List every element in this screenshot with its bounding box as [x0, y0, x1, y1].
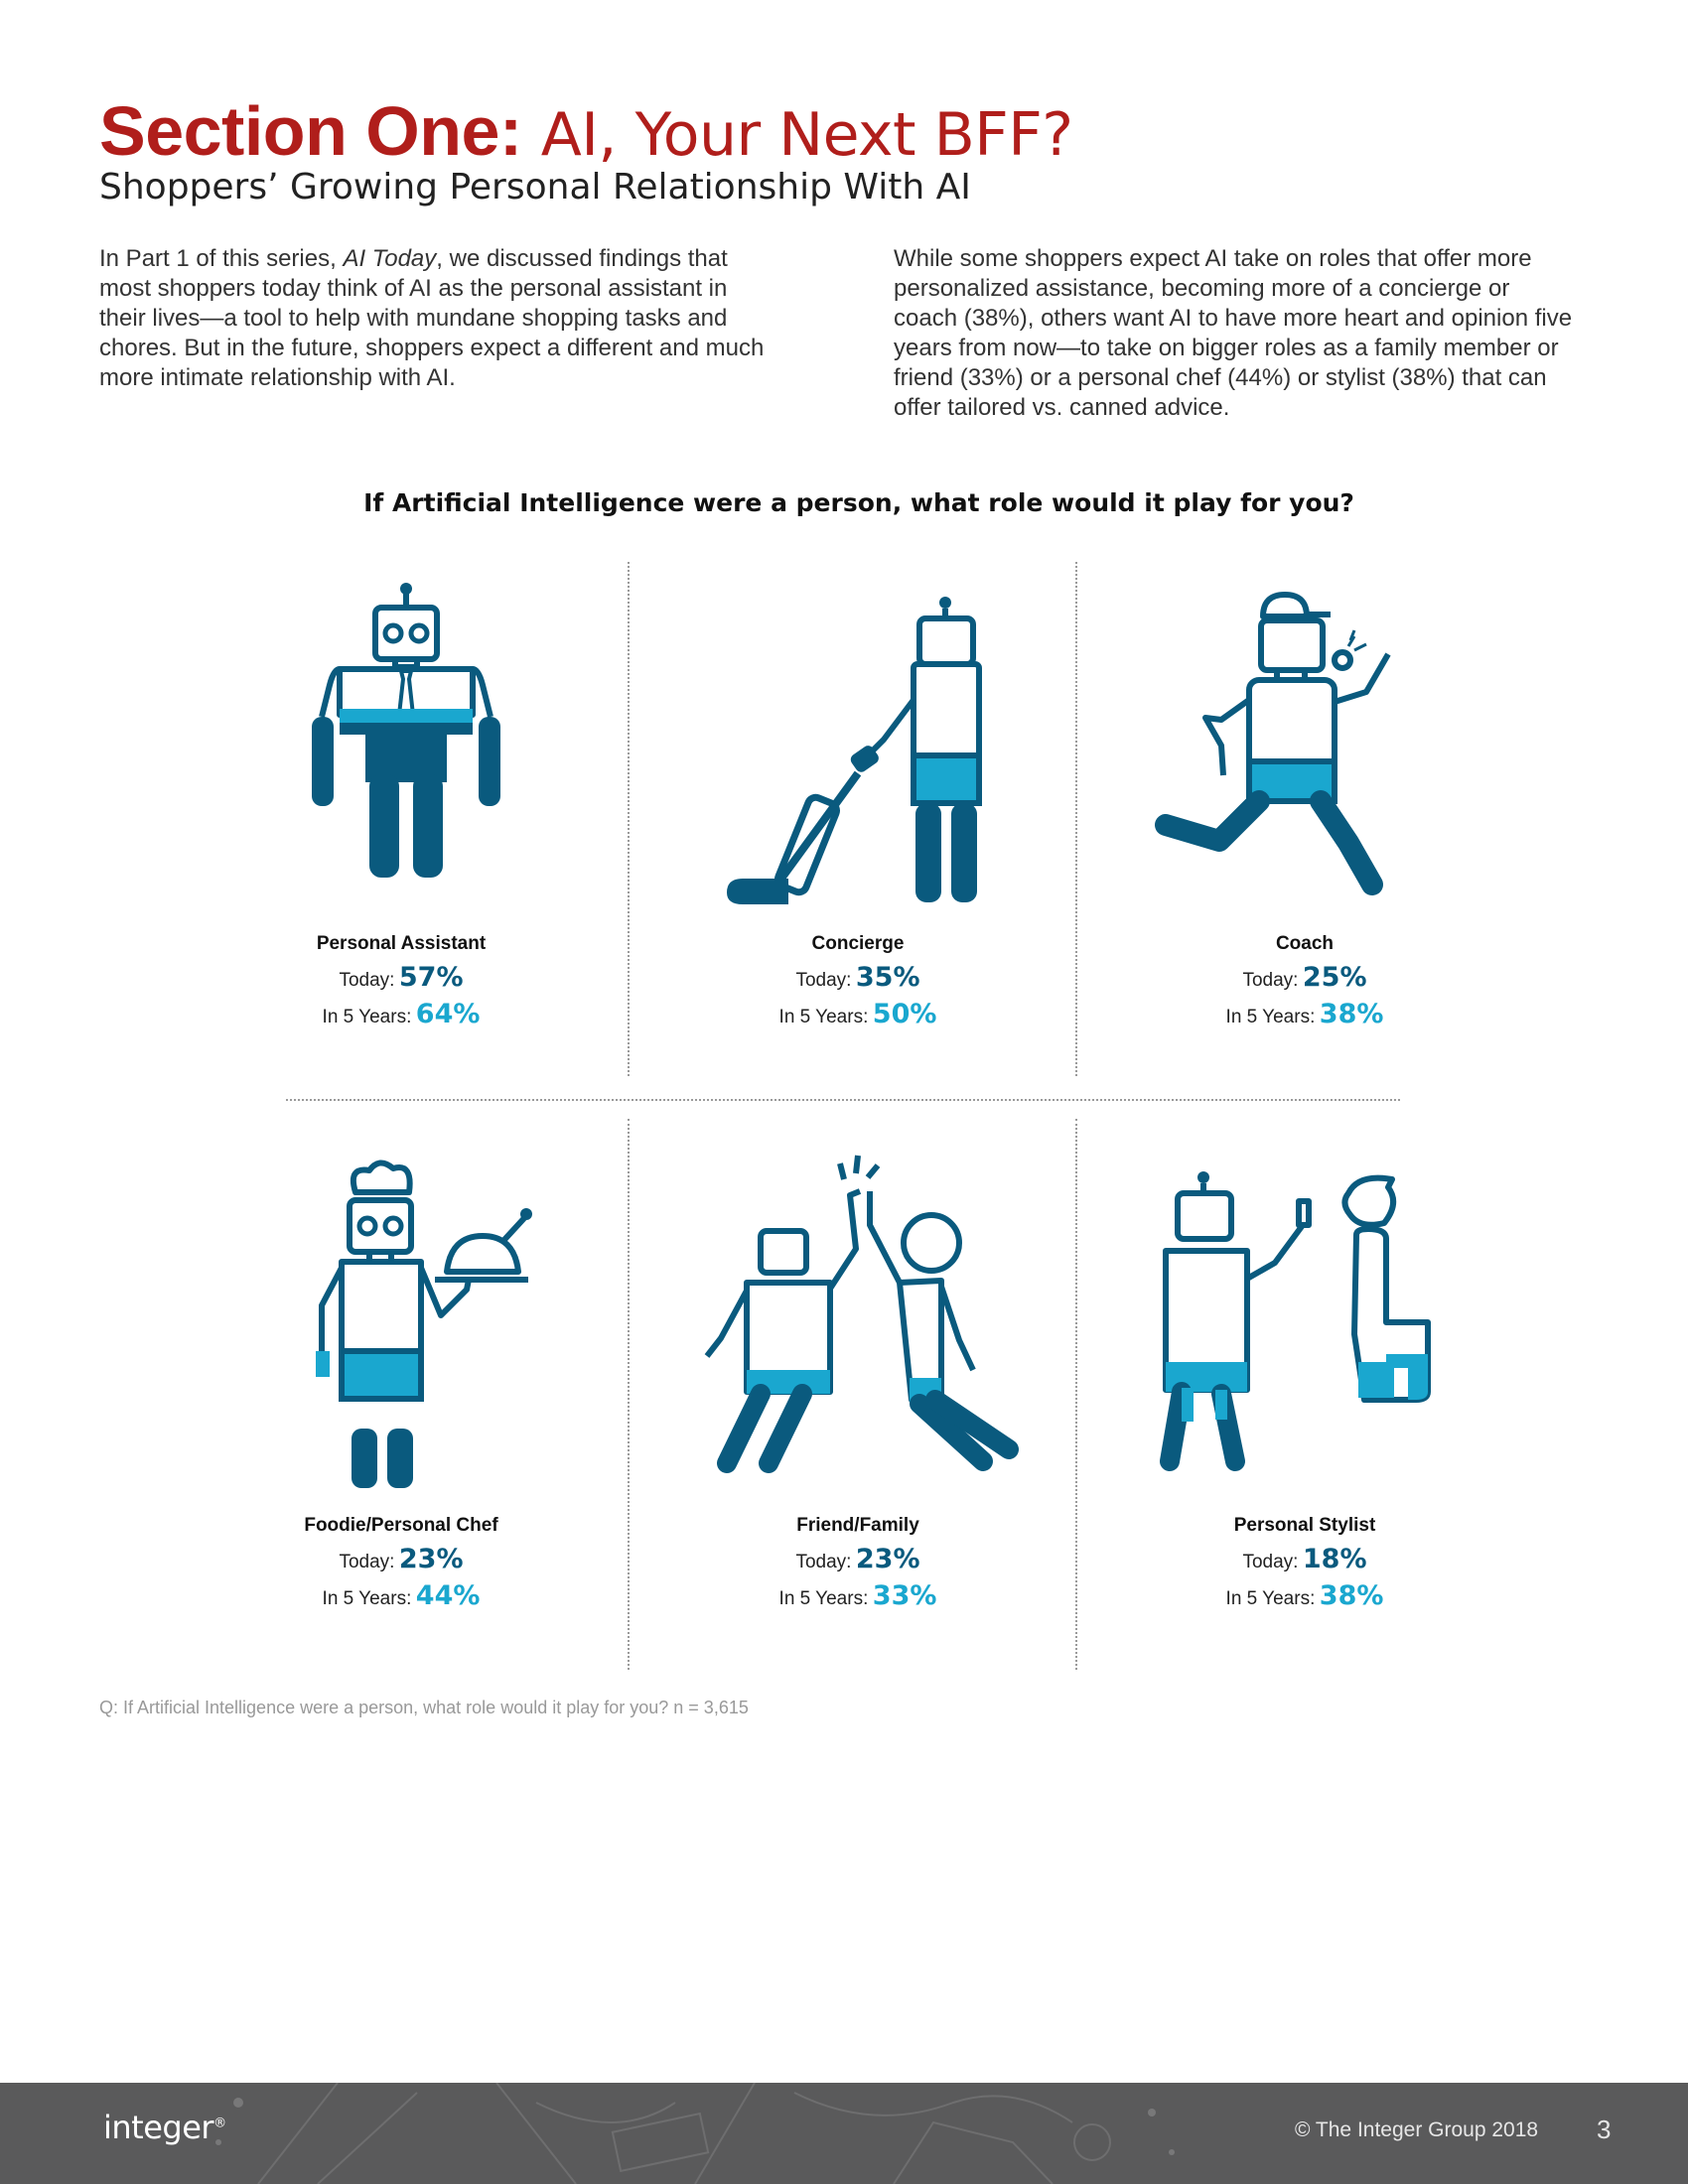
intro-right-paragraph: While some shoppers expect AI take on roles that offer more personalized assistance, becoming more of a concierge or coach (38%), others want AI to have more heart and opinion five years from now—to take on bigger roles as a family member or friend (33%) or a personal chef (44%) or stylist (38%) that can offer tailored vs. canned advice.: [894, 245, 1573, 421]
today-label: Today:: [339, 970, 395, 991]
future-label: In 5 Years:: [1225, 1007, 1316, 1027]
stat-today: [679, 959, 1037, 996]
intro-left-italic: AI Today: [343, 245, 437, 272]
today-value: 35%: [855, 962, 920, 993]
role-name: Coach: [1275, 933, 1335, 954]
future-label: In 5 Years:: [1225, 1588, 1316, 1609]
today-value: 25%: [1302, 962, 1367, 993]
copyright-text: © The Integer Group 2018: [1295, 2118, 1539, 2141]
divider-vertical-3: [628, 1119, 630, 1670]
stat-future: [222, 1577, 580, 1614]
future-label: In 5 Years:: [322, 1007, 412, 1027]
future-value: 33%: [872, 1580, 937, 1611]
stat-future: [1126, 1577, 1483, 1614]
stat-today: [1126, 1541, 1483, 1577]
future-label: In 5 Years:: [778, 1007, 869, 1027]
future-label: In 5 Years:: [778, 1588, 869, 1609]
survey-footnote: Q: If Artificial Intelligence were a person, what role would it play for you? n = 3,615: [99, 1698, 749, 1717]
role-name: Foodie/Personal Chef: [304, 1515, 498, 1536]
stat-today: [1126, 959, 1483, 996]
role-card-personal-assistant: [222, 929, 580, 1032]
page-number: 3: [1597, 2115, 1612, 2144]
today-value: 18%: [1302, 1544, 1367, 1574]
robot-stylist-icon: [1152, 1163, 1440, 1501]
today-label: Today:: [1242, 970, 1299, 991]
stat-today: [679, 1541, 1037, 1577]
role-card-friend-family: [679, 1511, 1037, 1614]
role-card-personal-chef: [222, 1511, 580, 1614]
divider-horizontal: [286, 1099, 1400, 1101]
today-label: Today:: [339, 1552, 395, 1572]
today-value: 23%: [855, 1544, 920, 1574]
divider-vertical-4: [1075, 1119, 1077, 1670]
page-footer: [0, 2083, 1688, 2184]
role-name: Friend/Family: [796, 1515, 919, 1536]
divider-vertical-2: [1075, 562, 1077, 1076]
title-topic: AI, Your Next BFF?: [540, 100, 1073, 170]
future-value: 38%: [1319, 999, 1384, 1029]
footer-sketch-texture: [199, 2083, 1291, 2184]
future-value: 38%: [1319, 1580, 1384, 1611]
future-value: 44%: [415, 1580, 481, 1611]
stat-today: [222, 1541, 580, 1577]
intro-left-text-b: , we discussed findings that most shoppers today think of AI as the personal assistant in their lives—a tool to help with mundane shopping tasks and chores. But in the future, shoppers expect a different and much more intimate relationship with AI.: [99, 245, 765, 391]
today-label: Today:: [795, 1552, 852, 1572]
stat-today: [222, 959, 580, 996]
chart-question: If Artificial Intelligence were a person, what role would it play for you?: [363, 488, 1354, 517]
robot-assistant-icon: [298, 576, 516, 884]
robot-chef-icon: [298, 1157, 556, 1494]
integer-logo: [103, 2109, 226, 2146]
today-value: 23%: [398, 1544, 464, 1574]
divider-vertical-1: [628, 562, 630, 1076]
future-value: 64%: [415, 999, 481, 1029]
today-value: 57%: [398, 962, 464, 993]
role-card-concierge: [679, 929, 1037, 1032]
role-card-personal-stylist: [1126, 1511, 1483, 1614]
future-value: 50%: [872, 999, 937, 1029]
role-card-coach: [1126, 929, 1483, 1032]
role-name: Concierge: [811, 933, 905, 954]
stat-future: [679, 1577, 1037, 1614]
today-label: Today:: [795, 970, 852, 991]
high-five-icon: [675, 1152, 1033, 1489]
intro-left-text-a: In Part 1 of this series,: [99, 245, 344, 272]
role-name: Personal Stylist: [1233, 1515, 1376, 1536]
intro-left-paragraph: [99, 244, 774, 393]
stat-future: [222, 996, 580, 1032]
future-label: In 5 Years:: [322, 1588, 412, 1609]
logo-registered-mark: ®: [213, 2116, 226, 2131]
page-title: [99, 91, 1073, 175]
page-subtitle: Shoppers’ Growing Personal Relationship With AI: [99, 167, 971, 207]
stat-future: [1126, 996, 1483, 1032]
title-section: Section One:: [99, 92, 522, 170]
role-name: Personal Assistant: [316, 933, 487, 954]
robot-vacuum-icon: [715, 591, 993, 918]
stat-future: [679, 996, 1037, 1032]
today-label: Today:: [1242, 1552, 1299, 1572]
robot-coach-icon: [1152, 581, 1410, 918]
logo-text: integer: [103, 2109, 214, 2146]
